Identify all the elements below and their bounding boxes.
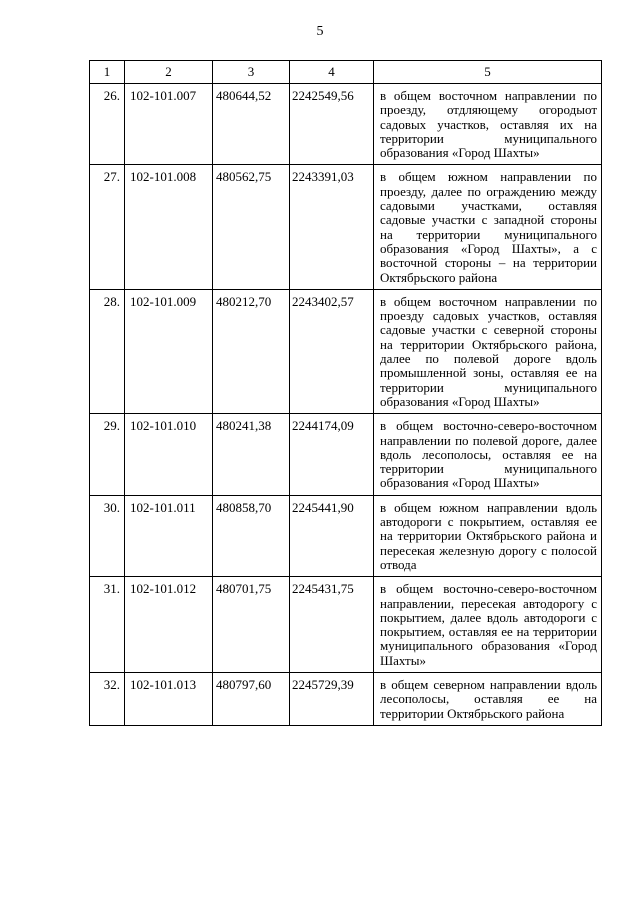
- table-row: [90, 165, 602, 289]
- coordinate-x: 480858,70: [213, 495, 290, 576]
- row-number: 26.: [90, 84, 125, 165]
- column-header-1: 1: [90, 61, 125, 84]
- point-code: 102-101.007: [125, 84, 213, 165]
- table-header: [90, 61, 602, 84]
- point-code: 102-101.012: [125, 577, 213, 673]
- coordinate-x: 480212,70: [213, 289, 290, 413]
- boundary-description: в общем южном направлении по проезду, далее по ограждению между садовыми участками, оставляя садовые участки с западной стороны на территории муниципального образования «Город Шахты», а с восточной стороны – на территории Октябрьского района: [374, 165, 602, 289]
- table-row: [90, 84, 602, 165]
- coordinate-y: 2245729,39: [290, 672, 374, 725]
- boundary-description: в общем восточном направлении по проезду, отдляющему огородыот садовых участков, оставляя их на территории муниципального образования «Город Шахты»: [374, 84, 602, 165]
- point-code: 102-101.010: [125, 414, 213, 495]
- coordinate-y: 2243391,03: [290, 165, 374, 289]
- coordinate-x: 480562,75: [213, 165, 290, 289]
- boundary-description: в общем южном направлении вдоль автодороги с покрытием, оставляя ее на территории Октябрьского района и пересекая железную дорогу с полосой отвода: [374, 495, 602, 576]
- table-row: [90, 414, 602, 495]
- column-header-4: 4: [290, 61, 374, 84]
- coordinate-y: 2244174,09: [290, 414, 374, 495]
- point-code: 102-101.008: [125, 165, 213, 289]
- boundary-description: в общем восточном направлении по проезду садовых участков, оставляя садовые участки с северной стороны на территории Октябрьского района, далее по полевой дороге вдоль промышленной зоны, оставляя ее на территории муниципального образования «Город Шахты»: [374, 289, 602, 413]
- page-number: 5: [316, 24, 324, 39]
- coordinate-x: 480241,38: [213, 414, 290, 495]
- row-number: 28.: [90, 289, 125, 413]
- column-header-5: 5: [374, 61, 602, 84]
- column-header-2: 2: [125, 61, 213, 84]
- row-number: 32.: [90, 672, 125, 725]
- table-row: [90, 495, 602, 576]
- coordinate-x: 480644,52: [213, 84, 290, 165]
- row-number: 27.: [90, 165, 125, 289]
- boundary-description: в общем восточно-северо-восточном направлении, пересекая автодорогу с покрытием, далее вдоль автодороги с покрытием, оставляя ее на территории муниципального образования «Город Шахты»: [374, 577, 602, 673]
- coordinate-y: 2245431,75: [290, 577, 374, 673]
- coordinate-y: 2245441,90: [290, 495, 374, 576]
- header-row: [90, 61, 602, 84]
- boundary-description: в общем восточно-северо-восточном направлении по полевой дороге, далее вдоль лесополосы, оставляя ее на территории муниципального образования «Город Шахты»: [374, 414, 602, 495]
- point-code: 102-101.011: [125, 495, 213, 576]
- coordinate-x: 480797,60: [213, 672, 290, 725]
- row-number: 29.: [90, 414, 125, 495]
- boundary-description: в общем северном направлении вдоль лесополосы, оставляя ее на территории Октябрьского района: [374, 672, 602, 725]
- table-row: [90, 577, 602, 673]
- table-row: [90, 289, 602, 413]
- coordinate-x: 480701,75: [213, 577, 290, 673]
- row-number: 30.: [90, 495, 125, 576]
- coordinate-y: 2243402,57: [290, 289, 374, 413]
- table-row: [90, 672, 602, 725]
- column-header-3: 3: [213, 61, 290, 84]
- point-code: 102-101.009: [125, 289, 213, 413]
- coordinate-y: 2242549,56: [290, 84, 374, 165]
- row-number: 31.: [90, 577, 125, 673]
- boundary-points-table: [89, 60, 602, 726]
- table-body: [90, 84, 602, 726]
- point-code: 102-101.013: [125, 672, 213, 725]
